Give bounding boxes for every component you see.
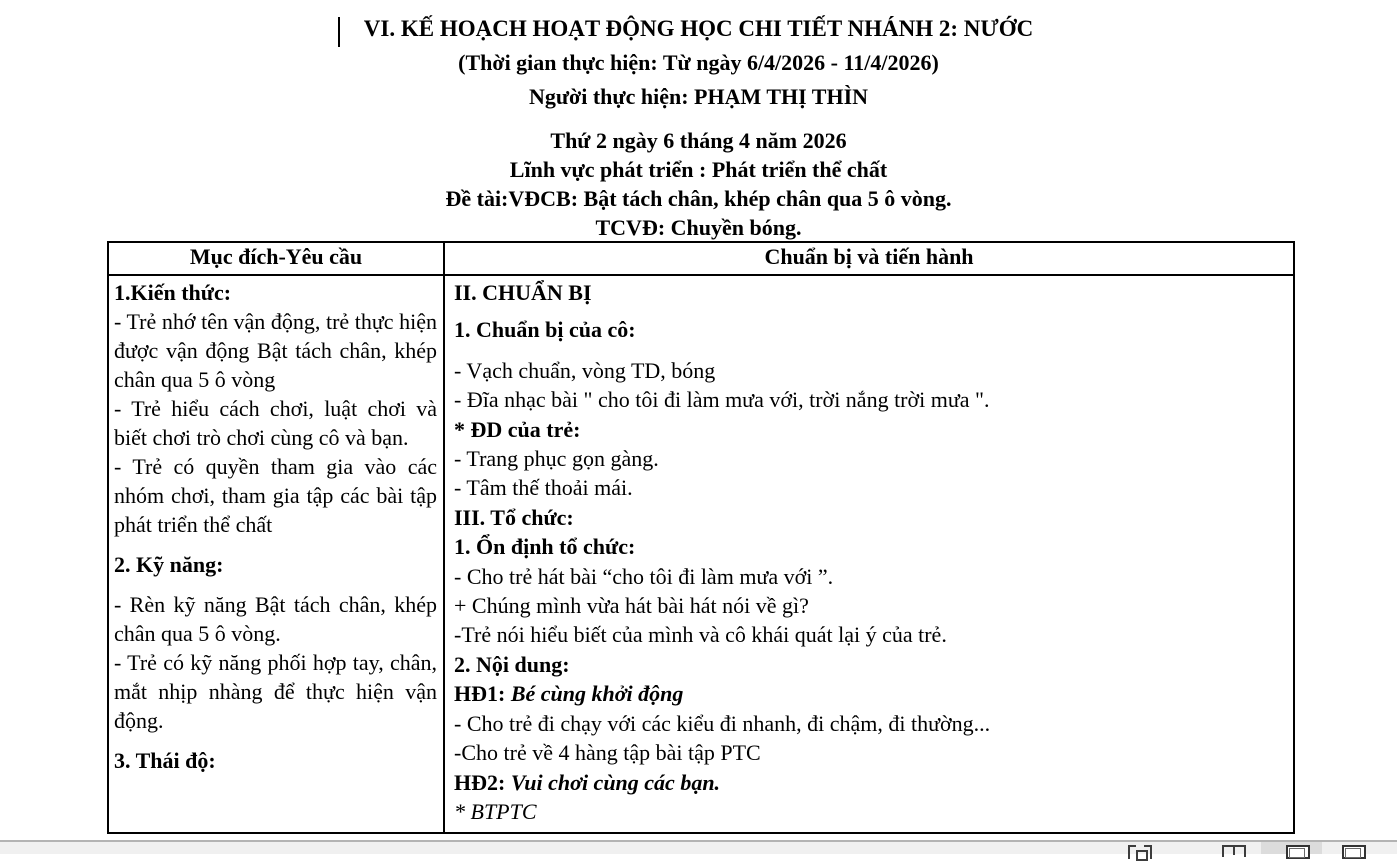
left-col-heading: 1.Kiến thức: <box>114 280 232 305</box>
left-col-paragraph: - Trẻ nhớ tên vận động, trẻ thực hiện được vận động Bật tách chân, khép chân qua 5 ô vòng <box>114 309 437 392</box>
web-layout-button[interactable] <box>1342 845 1366 857</box>
focus-mode-button[interactable] <box>1128 845 1152 857</box>
read-mode-button[interactable] <box>1222 845 1246 857</box>
right-col-line: -Cho trẻ về 4 hàng tập bài tập PTC <box>454 740 761 766</box>
right-col-line: III. Tổ chức: <box>454 504 574 530</box>
right-col-line: - Vạch chuẩn, vòng TD, bóng <box>454 357 716 383</box>
table-body-row <box>108 275 1294 833</box>
right-col-line: - Cho trẻ đi chạy với các kiểu đi nhanh, đi chậm, đi thường... <box>454 710 991 736</box>
right-col-line <box>454 768 1283 797</box>
left-col-paragraph: - Rèn kỹ năng Bật tách chân, khép chân qua 5 ô vòng. <box>114 592 437 646</box>
right-col-line: * ĐD của trẻ: <box>454 416 581 442</box>
left-col-paragraph: - Trẻ có kỹ năng phối hợp tay, chân, mắt nhịp nhàng để thực hiện vận động. <box>114 650 437 733</box>
right-col-line: - Đĩa nhạc bài " cho tôi đi làm mưa với, trời nắng trời mưa ". <box>454 387 990 413</box>
column-header-purpose: Mục đích-Yêu cầu <box>108 242 444 275</box>
activity-title: Bé cùng khởi động <box>510 681 684 707</box>
activity-label: HĐ2: <box>454 769 511 795</box>
print-layout-button[interactable] <box>1286 845 1310 857</box>
header-date-line: Thứ 2 ngày 6 tháng 4 năm 2026 <box>550 128 847 153</box>
column-header-preparation: Chuẩn bị và tiến hành <box>444 242 1294 275</box>
right-col-line: - Trang phục gọn gàng. <box>454 446 659 472</box>
right-col-line: - Cho trẻ hát bài “cho tôi đi làm mưa với ”. <box>454 563 834 589</box>
purpose-cell <box>108 275 444 833</box>
right-col-line: 1. Chuẩn bị của cô: <box>454 317 636 343</box>
header-topic-line: Đề tài:VĐCB: Bật tách chân, khép chân qua 5 ô vòng. <box>445 186 952 211</box>
activity-title: Vui chơi cùng các bạn. <box>510 769 721 795</box>
right-col-line: - Tâm thế thoải mái. <box>454 475 633 501</box>
right-col-line: -Trẻ nói hiểu biết của mình và cô khái quát lại ý của trẻ. <box>454 622 947 648</box>
document-title: VI. KẾ HOẠCH HOẠT ĐỘNG HỌC CHI TIẾT NHÁNH 2: NƯỚC <box>363 16 1034 41</box>
right-col-line: 1. Ổn định tổ chức: <box>454 534 636 560</box>
preparation-cell <box>444 275 1294 833</box>
left-col-paragraph: - Trẻ hiểu cách chơi, luật chơi và biết chơi trò chơi cùng cô và bạn. <box>114 396 437 450</box>
left-col-paragraph: - Trẻ có quyền tham gia vào các nhóm chơi, tham gia tập các bài tập phát triển thể chất <box>114 454 437 537</box>
activity-label: HĐ1: <box>454 681 511 707</box>
document-header <box>0 12 1397 242</box>
lesson-plan-table <box>107 241 1295 834</box>
left-col-heading: 2. Kỹ năng: <box>114 552 224 577</box>
header-time-line: (Thời gian thực hiện: Từ ngày 6/4/2026 - 11/4/2026) <box>458 50 939 75</box>
left-col-heading: 3. Thái độ: <box>114 748 216 773</box>
table-header-row <box>108 242 1294 275</box>
status-bar <box>0 840 1397 854</box>
right-col-line: * BTPTC <box>454 798 537 824</box>
header-field-line: Lĩnh vực phát triển : Phát triển thể chất <box>509 157 888 182</box>
right-col-line: 2. Nội dung: <box>454 651 570 677</box>
header-game-line: TCVĐ: Chuyền bóng. <box>595 215 802 240</box>
right-col-line: II. CHUẨN BỊ <box>454 280 592 305</box>
right-col-line: + Chúng mình vừa hát bài hát nói về gì? <box>454 593 809 619</box>
right-col-line <box>454 679 1283 708</box>
header-author-line: Người thực hiện: PHẠM THỊ THÌN <box>528 84 869 109</box>
